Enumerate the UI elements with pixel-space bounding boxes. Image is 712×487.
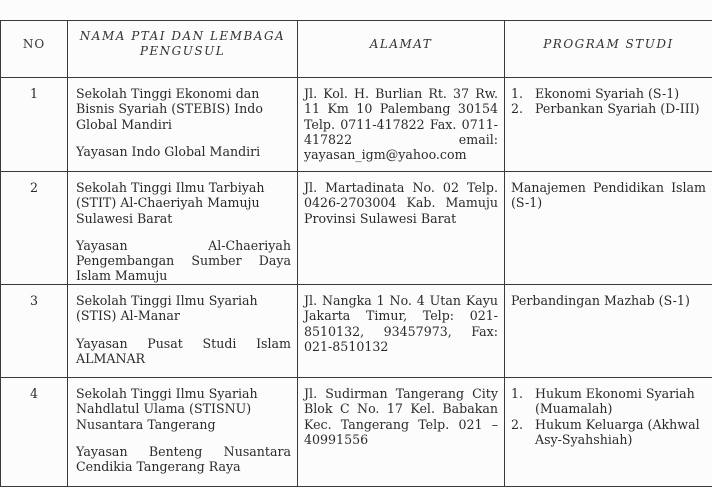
program-item: 2. Hukum Keluarga (Akhwal Asy-Syahshiah) xyxy=(511,417,706,448)
institution-cell xyxy=(68,378,298,487)
program-text: Manajemen Pendidikan Islam (S-1) xyxy=(511,180,706,211)
institution-cell xyxy=(68,172,298,285)
program-item: 1. Hukum Ekonomi Syariah (Muamalah) xyxy=(511,386,706,417)
row-number: 3 xyxy=(1,285,68,378)
row-number: 4 xyxy=(1,378,68,487)
program-cell xyxy=(505,378,712,487)
address: Jl. Nangka 1 No. 4 Utan Kayu Jakarta Timur, Telp: 021-8510132, 93457973, Fax: 021-8510132 xyxy=(298,285,505,378)
table-row xyxy=(1,172,712,285)
row-number: 2 xyxy=(1,172,68,285)
header-row xyxy=(1,21,712,78)
address: Jl. Sudirman Tangerang City Blok C No. 17 Kel. Babakan Kec. Tangerang Telp. 021 – 40991556 xyxy=(298,378,505,487)
foundation-name: Yayasan Indo Global Mandiri xyxy=(76,144,291,159)
address: Jl. Kol. H. Burlian Rt. 37 Rw. 11 Km 10 Palembang 30154 Telp. 0711-417822 Fax. 0711-417822 email: yayasan_igm@yahoo.com xyxy=(298,78,505,172)
institution-cell xyxy=(68,78,298,172)
institution-name: Sekolah Tinggi Ekonomi dan Bisnis Syariah (STEBIS) Indo Global Mandiri xyxy=(76,86,291,132)
address: Jl. Martadinata No. 02 Telp. 0426-2703004 Kab. Mamuju Provinsi Sulawesi Barat xyxy=(298,172,505,285)
table-row xyxy=(1,378,712,487)
row-number: 1 xyxy=(1,78,68,172)
institution-cell xyxy=(68,285,298,378)
header-no: NO xyxy=(1,21,68,78)
program-cell xyxy=(505,78,712,172)
table-row xyxy=(1,285,712,378)
ptai-table xyxy=(0,20,712,487)
institution-name: Sekolah Tinggi Ilmu Tarbiyah (STIT) Al-Chaeriyah Mamuju Sulawesi Barat xyxy=(76,180,291,226)
program-cell xyxy=(505,285,712,378)
header-alamat: ALAMAT xyxy=(298,21,505,78)
institution-name: Sekolah Tinggi Ilmu Syariah Nahdlatul Ulama (STISNU) Nusantara Tangerang xyxy=(76,386,291,432)
header-nama: NAMA PTAI DAN LEMBAGA PENGUSUL xyxy=(68,21,298,78)
foundation-name: Yayasan Al-Chaeriyah Pengembangan Sumber Daya Islam Mamuju xyxy=(76,238,291,284)
table-row xyxy=(1,78,712,172)
program-item: 1. Ekonomi Syariah (S-1) xyxy=(511,86,706,101)
program-cell xyxy=(505,172,712,285)
program-item: 2. Perbankan Syariah (D-III) xyxy=(511,101,706,116)
institution-name: Sekolah Tinggi Ilmu Syariah (STIS) Al-Manar xyxy=(76,293,291,324)
foundation-name: Yayasan Benteng Nusantara Cendikia Tangerang Raya xyxy=(76,444,291,475)
header-program: PROGRAM STUDI xyxy=(505,21,712,78)
foundation-name: Yayasan Pusat Studi Islam ALMANAR xyxy=(76,336,291,367)
program-text: Perbandingan Mazhab (S-1) xyxy=(511,293,706,308)
